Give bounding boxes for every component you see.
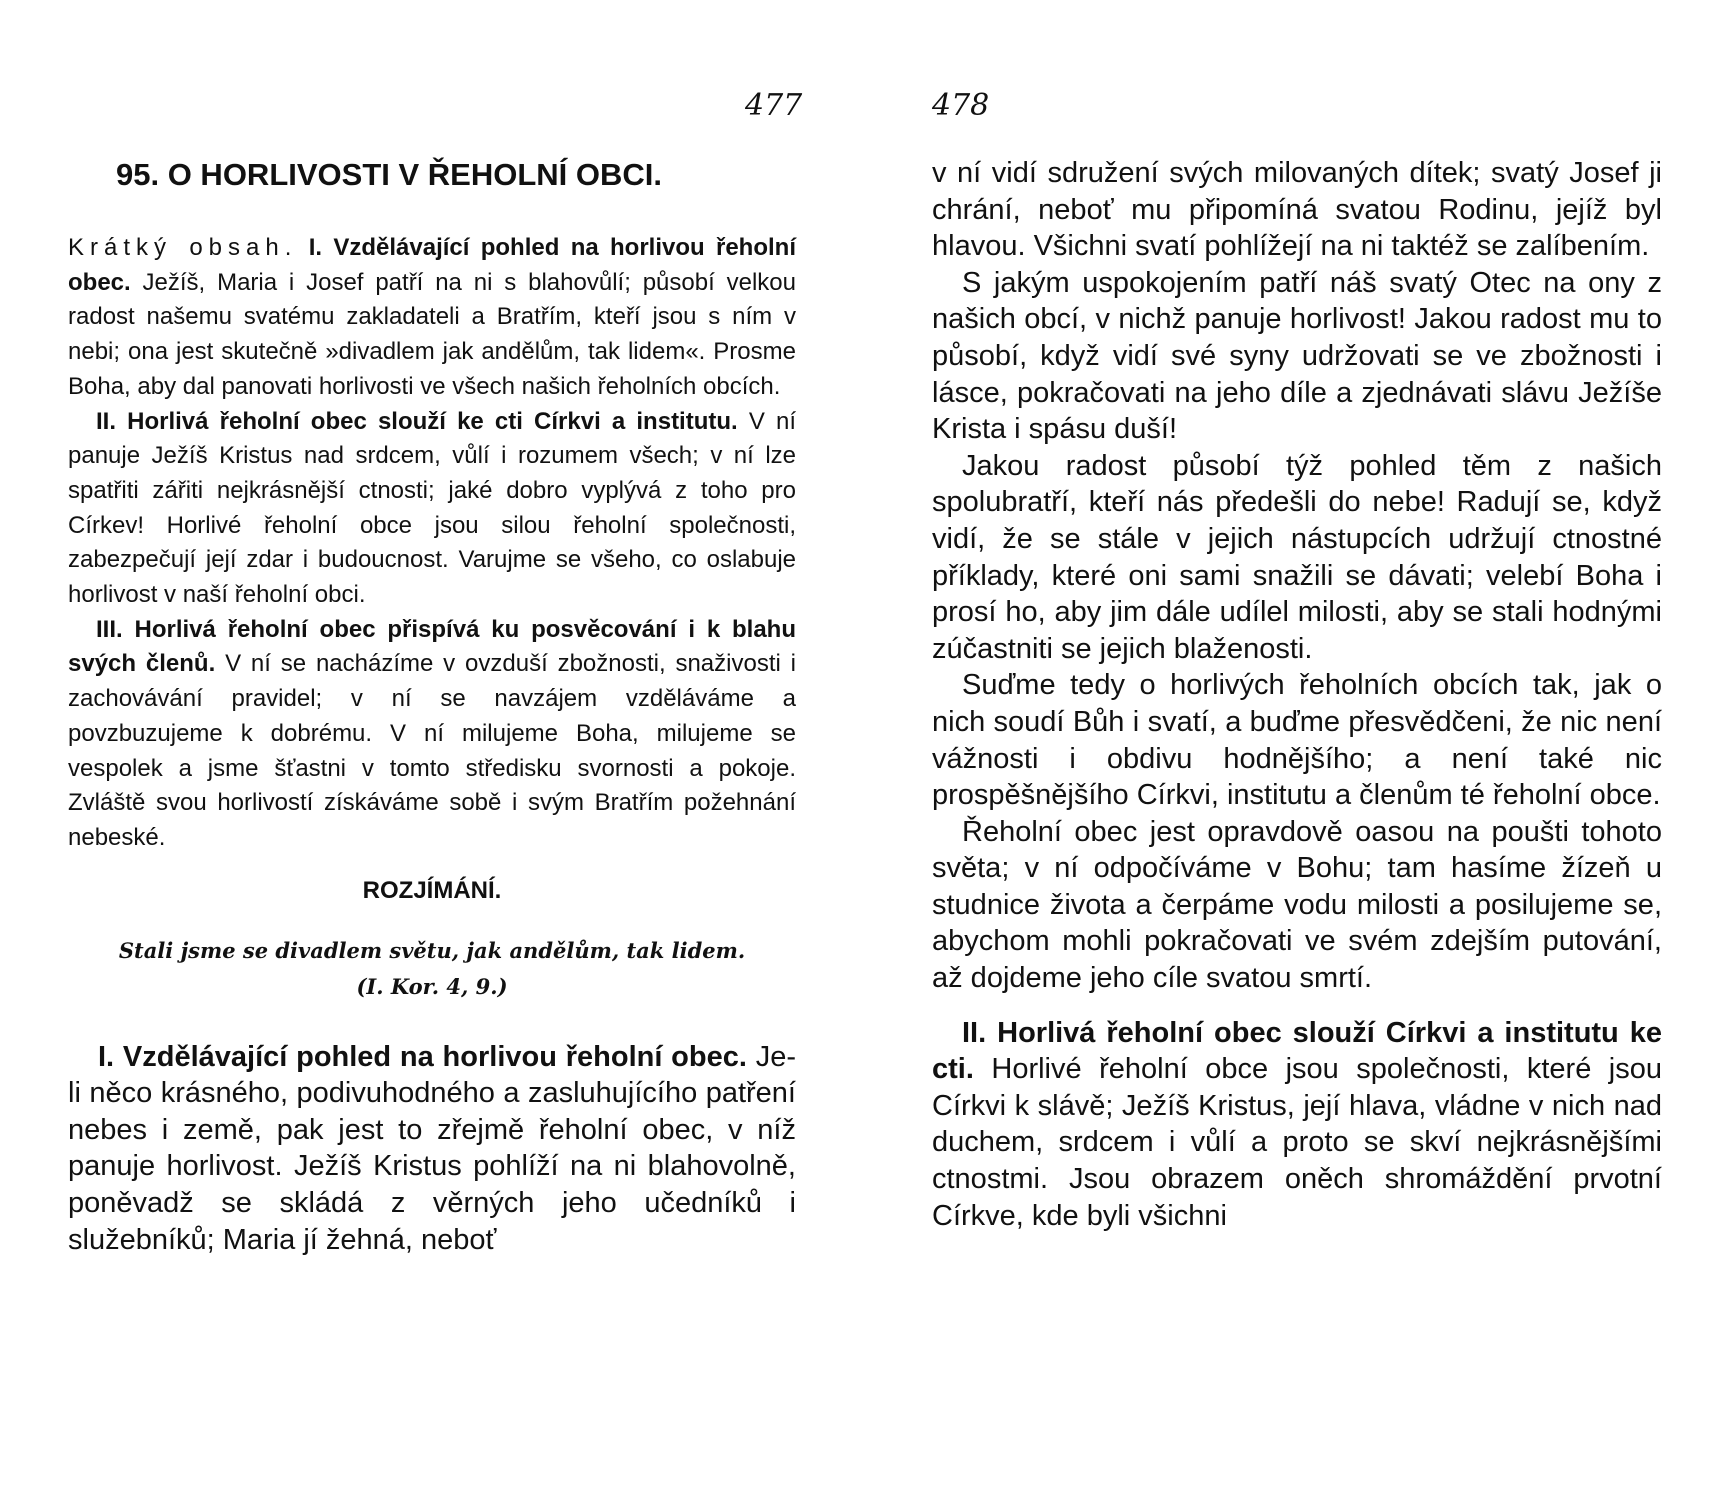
summary-heading-3: III. Horlivá řeholní obec přispívá ku posvěcování i k blahu svých členů. bbox=[68, 615, 796, 678]
page-number-left: 477 bbox=[745, 88, 803, 123]
scripture-motto bbox=[68, 933, 796, 1005]
summary-text-3: V ní se nacházíme v ovzduší zbožnosti, snaživosti i zachovávání pravidel; v ní se navzájem vzděláváme a povzbuzujeme k dobrému. V ní milujeme Boha, milujeme se vespolek a jsme šťastni v tomto středisku svornosti a pokoje. Zvláště svou horlivostí získáváme sobě i svým Bratřím požehnání nebeské. bbox=[68, 650, 796, 851]
right-paragraph-3: Jakou radost působí týž pohled těm z našich spolubratří, kteří nás předešli do nebe! Radují se, když vidí, že se stále v jejich nástupcích udržují ctnostné příklady, které oni sami snažili se dávati; velebí Boha i prosí ho, aby jim dále udílel milosti, aby se stali hodnými zúčastniti se jejich blaženosti. bbox=[932, 449, 1662, 665]
page-number-right: 478 bbox=[932, 88, 990, 123]
motto-quote: Stali jsme se divadlem světu, jak andělům, tak lidem. bbox=[118, 937, 746, 963]
summary-paragraph-3 bbox=[68, 613, 796, 856]
body-paragraph-left bbox=[68, 1039, 796, 1259]
right-paragraph-6 bbox=[932, 1015, 1662, 1235]
right-paragraph-5: Řeholní obec jest opravdově oasou na poušti tohoto světa; v ní odpočíváme v Bohu; tam hasíme žízeň u studnice života a čerpáme vodu milosti a posilujeme se, abychom mohli pokračovati ve svém zdejším putování, až dojdeme jeho cíle svatou smrtí. bbox=[932, 815, 1662, 995]
body-heading-2: II. Horlivá řeholní obec slouží Církvi a institutu ke cti. bbox=[932, 1016, 1662, 1086]
summary-text-2: V ní panuje Ježíš Kristus nad srdcem, vůlí i rozumem všech; v ní lze spatřiti zářiti nejkrásnější ctnosti; jaké dobro vyplývá z toho pro Církev! Horlivé řeholní obce jsou silou řeholní společnosti, zabezpečují její zdar i budoucnost. Varujme se všeho, co oslabuje horlivost v naší řeholní obci. bbox=[68, 407, 797, 609]
summary-label: Krátký obsah. bbox=[68, 234, 298, 261]
motto-reference: (I. Kor. 4, 9.) bbox=[356, 973, 508, 999]
right-page bbox=[932, 155, 1662, 1234]
summary-paragraph-2 bbox=[68, 405, 796, 613]
summary-text-1: Ježíš, Maria i Josef patří na ni s blahovůlí; působí velkou radost našemu svatému zakladateli a Bratřím, kteří jsou s ním v nebi; ona jest skutečně »divadlem jak andělům, tak lidem«. Prosme Boha, aby dal panovati horlivosti ve všech našich řeholních obcích. bbox=[68, 268, 796, 400]
right-paragraph-2: S jakým uspokojením patří náš svatý Otec na ony z našich obcí, v nichž panuje horlivost! Jakou radost mu to působí, když vidí své syny udržovati se ve zbožnosti i lásce, pokračovati na jeho díle a zjednávati slávu Ježíše Krista i spásu duší! bbox=[932, 266, 1662, 446]
right-paragraph-1: v ní vidí sdružení svých milovaných dítek; svatý Josef ji chrání, neboť mu připomíná svatou Rodinu, jejíž byl hlavou. Všichni svatí pohlížejí na ni taktéž se zalíbením. bbox=[932, 157, 1662, 263]
right-paragraph-4: Suďme tedy o horlivých řeholních obcích tak, jak o nich soudí Bůh i svatí, a buďme přesvědčeni, že nic není vážnosti i obdivu hodnějšího; a není také nic prospěšnějšího Církvi, institutu a členům té řeholní obce. bbox=[932, 669, 1662, 812]
meditation-heading: ROZJÍMÁNÍ. bbox=[362, 876, 502, 904]
right-text-6: Horlivé řeholní obce jsou společnosti, které jsou Církvi k slávě; Ježíš Kristus, její hlava, vládne v nich nad duchem, srdcem i vůlí a proto se skví nejkrásnějšími ctnostmi. Jsou obrazem oněch shromáždění prvotní Církve, kde byli všichni bbox=[932, 1053, 1662, 1232]
summary-heading-1: I. Vzdělávající pohled na horlivou řeholní obec. bbox=[68, 234, 796, 296]
body-heading-1: I. Vzdělávající pohled na horlivou řeholní obec. bbox=[98, 1040, 747, 1073]
summary-heading-2: II. Horlivá řeholní obec slouží ke cti Církvi a institutu. bbox=[96, 407, 738, 435]
chapter-title: 95. O HORLIVOSTI V ŘEHOLNÍ OBCI. bbox=[116, 157, 663, 192]
left-page bbox=[68, 155, 796, 1258]
body-text-left: Je-li něco krásného, podivuhodného a zasluhujícího patření nebes i země, pak jest to zřejmě řeholní obec, v níž panuje horlivost. Ježíš Kristus pohlíží na ni blahovolně, poněvadž se skládá z věrných jeho učedníků i služebníků; Maria jí žehná, neboť bbox=[68, 1040, 797, 1256]
summary-paragraph-1 bbox=[68, 231, 796, 405]
